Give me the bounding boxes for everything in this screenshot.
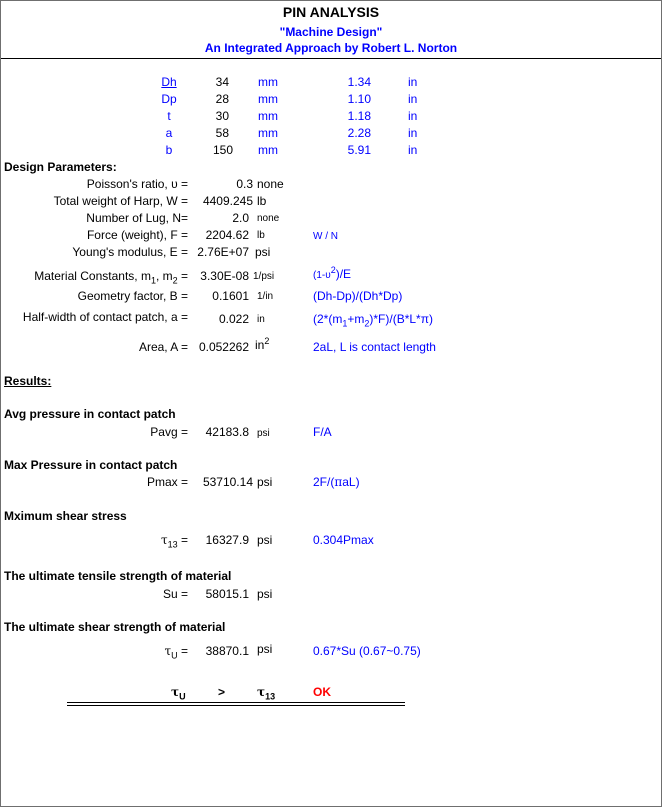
result-value: 16327.9 (205, 533, 249, 547)
param-value: 0.3 (236, 177, 253, 191)
dim-in-value: 1.18 (347, 109, 371, 123)
param-label: Young's modulus, E = (72, 245, 188, 259)
param-label: Material Constants, $m_1$, $m_2$ = (34, 269, 188, 286)
param-unit: none (257, 177, 284, 191)
dim-mm-unit: mm (258, 75, 278, 89)
result-formula: 0.304Pmax (313, 533, 374, 547)
param-unit: lb (257, 194, 267, 208)
param-value: 3.30E-08 (200, 269, 249, 283)
result-value: 38870.1 (205, 644, 249, 658)
result-unit: psi (257, 428, 270, 439)
param-label: Total weight of Harp, W = (53, 194, 188, 208)
param-unit: $in^2$ (255, 336, 270, 352)
param-value: 2.76E+07 (197, 245, 249, 259)
param-label: Number of Lug, N= (86, 211, 188, 225)
dim-name: t (167, 109, 171, 123)
result-unit: psi (257, 642, 273, 656)
dim-mm-value: 34 (215, 75, 229, 89)
max-pressure-heading: Max Pressure in contact patch (4, 458, 178, 472)
dim-mm-value: 28 (215, 92, 229, 106)
dim-name: Dp (161, 92, 177, 106)
result-label: Su = (162, 587, 188, 601)
page-title: PIN ANALYSIS (282, 4, 380, 20)
results-heading: Results: (4, 374, 52, 388)
max-shear-heading: Mximum shear stress (4, 509, 127, 523)
param-label: Area, A = (138, 340, 188, 354)
dim-mm-unit: mm (258, 92, 278, 106)
dim-name: a (165, 126, 173, 140)
param-value: 2.0 (232, 211, 249, 225)
param-value: 2204.62 (205, 228, 249, 242)
dim-mm-value: 150 (212, 143, 233, 157)
param-value: 4409.245 (202, 194, 253, 208)
param-label: Half-width of contact patch, a = (22, 310, 188, 324)
dim-in-unit: in (408, 126, 418, 140)
param-value: 0.1601 (212, 289, 249, 303)
compare-right-symbol: $\tau_{13}$ (257, 685, 276, 702)
design-parameters-heading: Design Parameters: (4, 160, 117, 174)
result-label: $\tau_{13}$ = (161, 533, 188, 550)
result-formula: 2F/(πaL) (313, 475, 360, 489)
param-value: 0.052262 (198, 340, 249, 354)
dim-name: b (165, 143, 173, 157)
result-formula: F/A (313, 425, 332, 439)
dim-mm-value: 30 (215, 109, 229, 123)
result-value: 42183.8 (205, 425, 249, 439)
dim-in-unit: in (408, 75, 418, 89)
result-value: 53710.14 (202, 475, 253, 489)
dim-name: Dh (161, 75, 177, 89)
param-label: Force (weight), F = (86, 228, 188, 242)
dim-in-unit: in (408, 109, 418, 123)
dim-mm-unit: mm (258, 126, 278, 140)
dim-in-value: 1.10 (347, 92, 371, 106)
dim-in-value: 2.28 (347, 126, 371, 140)
compare-operator: > (218, 685, 226, 699)
param-formula: W / N (313, 231, 338, 242)
result-label: $\tau_U$ = (164, 644, 188, 661)
double-underline-top (67, 702, 405, 703)
param-label: Poisson's ratio, υ = (86, 177, 188, 191)
shear-strength-heading: The ultimate shear strength of material (4, 620, 226, 634)
param-value: 0.022 (218, 312, 249, 326)
dim-mm-value: 58 (215, 126, 229, 140)
param-formula: $(1-\upsilon^2)/E$ (313, 265, 352, 281)
header-divider (1, 58, 661, 59)
result-formula: 0.67*Su (0.67~0.75) (313, 644, 421, 658)
result-value: 58015.1 (205, 587, 249, 601)
compare-left-symbol: $\tau_U$ (171, 685, 186, 702)
dim-in-value: 1.34 (347, 75, 371, 89)
dim-mm-unit: mm (258, 109, 278, 123)
result-unit: psi (257, 475, 273, 489)
result-unit: psi (257, 587, 273, 601)
tensile-strength-heading: The ultimate tensile strength of material (4, 569, 232, 583)
param-unit: none (257, 213, 280, 224)
status-ok-label: OK (313, 685, 331, 699)
book-author: An Integrated Approach by Robert L. Norton (204, 41, 458, 55)
book-title: "Machine Design" (279, 25, 383, 39)
param-label: Geometry factor, B = (77, 289, 188, 303)
param-unit: lb (257, 230, 265, 241)
dim-in-unit: in (408, 143, 418, 157)
param-formula: (Dh-Dp)/(Dh*Dp) (313, 289, 403, 303)
param-unit: 1/psi (253, 271, 275, 282)
result-label: Pavg = (150, 425, 188, 439)
avg-pressure-heading: Avg pressure in contact patch (4, 407, 176, 421)
param-formula: 2aL, L is contact length (313, 340, 436, 354)
dim-in-value: 5.91 (347, 143, 371, 157)
dim-mm-unit: mm (258, 143, 278, 157)
double-underline-bottom (67, 705, 405, 706)
result-unit: psi (257, 533, 273, 547)
param-formula: $(2*(m_1+m_2)*F)/(B*L*\pi)$ (313, 312, 434, 329)
result-label: Pmax = (146, 475, 188, 489)
dim-in-unit: in (408, 92, 418, 106)
param-unit: psi (255, 245, 271, 259)
param-unit: 1/in (257, 291, 274, 302)
param-unit: in (257, 314, 265, 325)
